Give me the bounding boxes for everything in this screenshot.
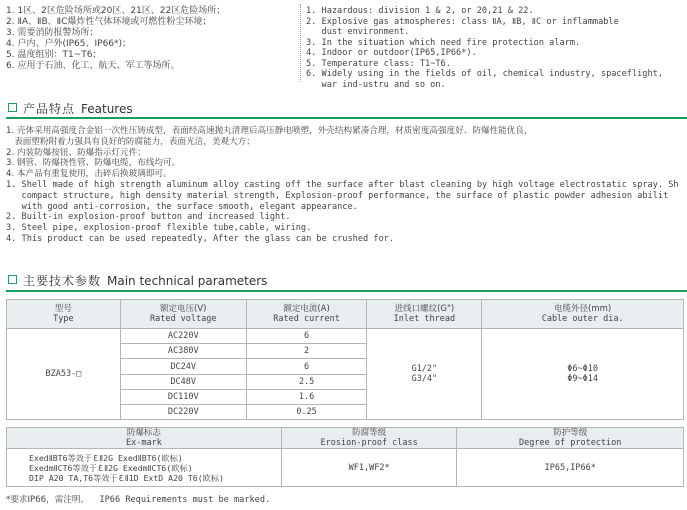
feature-line: 4. This product can be used repeatedly, After the glass can be crushed for. [6, 233, 395, 244]
header-ex-mark: 防爆标志 Ex-mark [7, 428, 282, 449]
feature-line: 4. 本产品有重复使用，击碎后换玻璃即可。 [6, 169, 172, 180]
feature-line: 1. 壳体采用高强度合金铝一次性压铸成型，表面经高速抛丸清理后高压静电喷塑，外壳结构紧凑合理，材质密度高强度好、防爆性能优良， [6, 126, 533, 136]
header-protection: 防护等级 Degree of protection [457, 428, 684, 449]
voltage-cell: DC220V [120, 404, 246, 419]
params-title-cn: 主要技术参数 [23, 274, 102, 288]
header-current: 额定电流(A) Rated current [246, 300, 367, 329]
marks-table [6, 427, 684, 487]
header-voltage: 额定电压(V) Rated voltage [120, 300, 246, 329]
thread-cell: G1/2" G3/4" [367, 329, 482, 420]
feature-line: 3. 钢管、防爆挠性管、防爆电缆，布线均可。 [6, 158, 181, 169]
features-list [6, 126, 684, 245]
features-heading [8, 100, 133, 117]
ce-epsilon-icon: ℇ [98, 462, 104, 473]
list-item: dust environment. [306, 27, 410, 37]
list-item: 2. Explosive gas atmospheres: class ⅡA, ⅡB, ⅡC or inflammable [306, 16, 619, 27]
list-item: 4. 户内、户外(IP65、IP66*)； [6, 39, 132, 49]
params-heading [8, 272, 267, 289]
params-table [6, 299, 684, 420]
footnote-en: IP66 Requirements must be marked. [89, 495, 271, 505]
header-erosion: 防腐等级 Erosion-proof class [281, 428, 457, 449]
table-row [7, 449, 684, 487]
feature-line: 表面塑粉附着力强具有良好的防腐能力，表面光洁，美观大方； [6, 136, 255, 147]
model-cell: BZA53-□ [7, 329, 121, 420]
voltage-cell: DC110V [120, 389, 246, 404]
features-title-en: Features [81, 102, 133, 116]
cable-cell: Φ6~Φ10 Φ9~Φ14 [482, 329, 684, 420]
square-bullet-icon [8, 275, 17, 284]
current-cell: 2.5 [246, 374, 367, 389]
feature-line: compact structure, high density material strength, Explosion-proof performance, the surface of plastic powder adhesion abilit [6, 190, 669, 201]
list-item: 5. 温度组别：T1~T6； [6, 50, 102, 60]
table-header-row [7, 428, 684, 449]
features-divider [6, 117, 687, 119]
ex-mark-cell: ExedⅡBT6等效于ℇⅡ2G ExedⅡBT6(欧标) ExedmⅡCT6等效于ℇⅡ2G ExedmⅡCT6(欧标) DIP A20 TA,T6等效于ℇⅡ1D ExtD A20 T6(欧标) [7, 449, 282, 487]
current-cell: 0.25 [246, 404, 367, 419]
list-item: 5. Temperature class: T1~T6. [306, 58, 451, 69]
header-cable: 电缆外径(mm) Cable outer dia. [482, 300, 684, 329]
list-item: 3. 需要消防报警场所； [6, 28, 99, 38]
current-cell: 1.6 [246, 389, 367, 404]
list-item: 6. 应用于石油、化工、航天、军工等场所。 [6, 61, 180, 71]
list-item: war ind-ustru and so on. [306, 79, 446, 90]
table-header-row [7, 300, 684, 329]
current-cell: 6 [246, 359, 367, 374]
feature-line: 3. Steel pipe, explosion-proof flexible tube,cable, wiring. [6, 223, 312, 234]
feature-line: 1. Shell made of high strength aluminum alloy casting off the surface after blast cleaning by high voltage electrostatic spray. Sh [6, 179, 679, 190]
footnote [6, 493, 270, 505]
erosion-cell: WF1,WF2* [281, 449, 457, 487]
list-item: 1. 1区、2区危险场所或20区、21区、22区危险场所； [6, 6, 226, 16]
list-item: 1. Hazardous: division 1 & 2, or 20,21 & 22. [306, 6, 534, 16]
list-item: 2. ⅡA、ⅡB、ⅡC爆炸性气体环境或可燃性粉尘环境； [6, 17, 212, 27]
ce-epsilon-icon: ℇ [118, 472, 124, 483]
params-title-en: Main technical parameters [107, 274, 268, 288]
footnote-cn: *要求IP66，需注明。 [6, 495, 90, 505]
features-title-cn: 产品特点 [23, 102, 76, 116]
header-thread: 进线口螺纹(G") Inlet thread [367, 300, 482, 329]
feature-line: 2. Built-in explosion-proof button and increased light. [6, 212, 291, 223]
list-item: 6. Widely using in the fields of oil, chemical industry, spaceflight, [306, 69, 663, 79]
square-bullet-icon [8, 103, 17, 112]
application-list-en [306, 6, 684, 90]
current-cell: 2 [246, 344, 367, 359]
column-divider [300, 4, 301, 82]
voltage-cell: AC220V [120, 329, 246, 344]
feature-line: 2. 内装防爆按钮、防爆指示灯元件； [6, 147, 146, 158]
voltage-cell: AC380V [120, 344, 246, 359]
voltage-cell: DC24V [120, 359, 246, 374]
voltage-cell: DC48V [120, 374, 246, 389]
params-divider [6, 290, 687, 292]
ce-epsilon-icon: ℇ [93, 452, 99, 463]
application-list-cn [6, 6, 296, 72]
list-item: 4. Indoor or outdoor(IP65,IP66*). [306, 48, 477, 58]
list-item: 3. In the situation which need fire protection alarm. [306, 37, 581, 48]
table-row [7, 329, 684, 344]
protection-cell: IP65,IP66* [457, 449, 684, 487]
feature-line: with good anti-corrosion, the surface smooth, elegant appearance. [6, 201, 358, 212]
current-cell: 6 [246, 329, 367, 344]
header-type: 型号 Type [7, 300, 121, 329]
